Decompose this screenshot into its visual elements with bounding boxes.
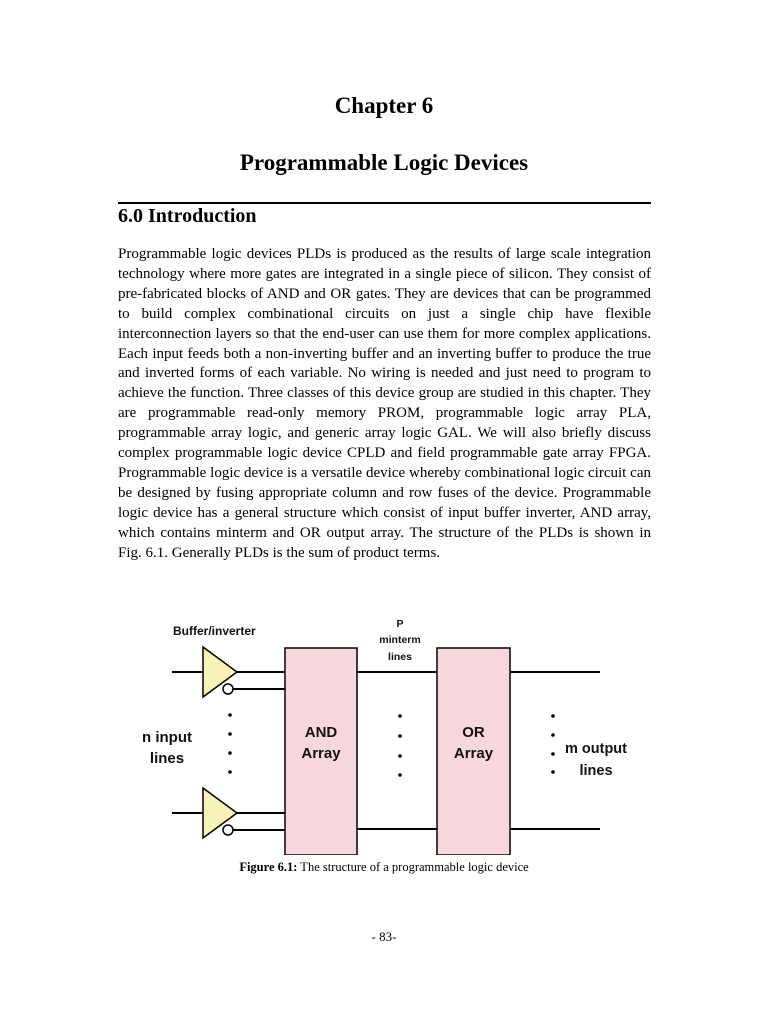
output-dots: [551, 714, 555, 774]
p-label: P: [396, 618, 404, 630]
or-array-label: Array: [453, 745, 494, 762]
title-divider: [118, 202, 651, 204]
minterm-label: minterm: [379, 634, 421, 646]
or-label: OR: [462, 724, 485, 741]
chapter-number: Chapter 6: [334, 93, 434, 118]
input-dots: [228, 713, 232, 774]
figure-caption: [0, 860, 768, 875]
output-lines-label: lines: [579, 763, 613, 779]
intro-paragraph: Programmable logic devices PLDs is produced as the results of large scale integration technology where more gates are integrated in a single piece of silicon. They consist of pre-fabricated blocks of AND and OR gates. They are devices that can be programmed to build complex combinational circuits on just a single chip have flexible interconnection layers so that the end-user can use them for more complex applications. Each input feeds both a non-inverting buffer and an inverting buffer to produce the true and inverted forms of each variable. No wiring is needed and just need to program to achieve the function. Three classes of this device group are studied in this chapter. They are programmable read-only memory PROM, programmable logic array PLA, programmable array logic, and generic array logic GAL. We will also briefly discuss complex programmable logic device CPLD and field programmable gate array FPGA. Programmable logic device is a versatile device whereby combinational logic circuit can be designed by fusing appropriate column and row fuses of the device. Programmable logic device has a general structure which consist of input buffer inverter, AND array, which contains minterm and OR output array. The structure of the PLDs is shown in Fig. 6.1. Generally PLDs is the sum of product terms.: [118, 246, 651, 561]
inverter-bubble-top: [223, 684, 233, 694]
and-label: AND: [304, 724, 338, 741]
minterm-dots: [398, 714, 402, 777]
buffer-inverter-label: Buffer/inverter: [173, 624, 256, 638]
page-number: - 83-: [371, 929, 397, 944]
caption-label: Figure 6.1:: [239, 860, 298, 874]
n-input-label: n input: [142, 729, 192, 746]
chapter-title: Programmable Logic Devices: [239, 150, 529, 175]
section-heading: 6.0 Introduction: [118, 205, 257, 227]
caption-text: The structure of a programmable logic device: [297, 860, 529, 874]
m-output-label: m output: [564, 741, 627, 757]
input-lines-label: lines: [149, 750, 185, 767]
inverter-bubble-bottom: [223, 825, 233, 835]
minterm-lines-label: lines: [388, 651, 412, 663]
and-array-label: Array: [301, 745, 341, 762]
pld-structure-figure: [130, 615, 630, 855]
